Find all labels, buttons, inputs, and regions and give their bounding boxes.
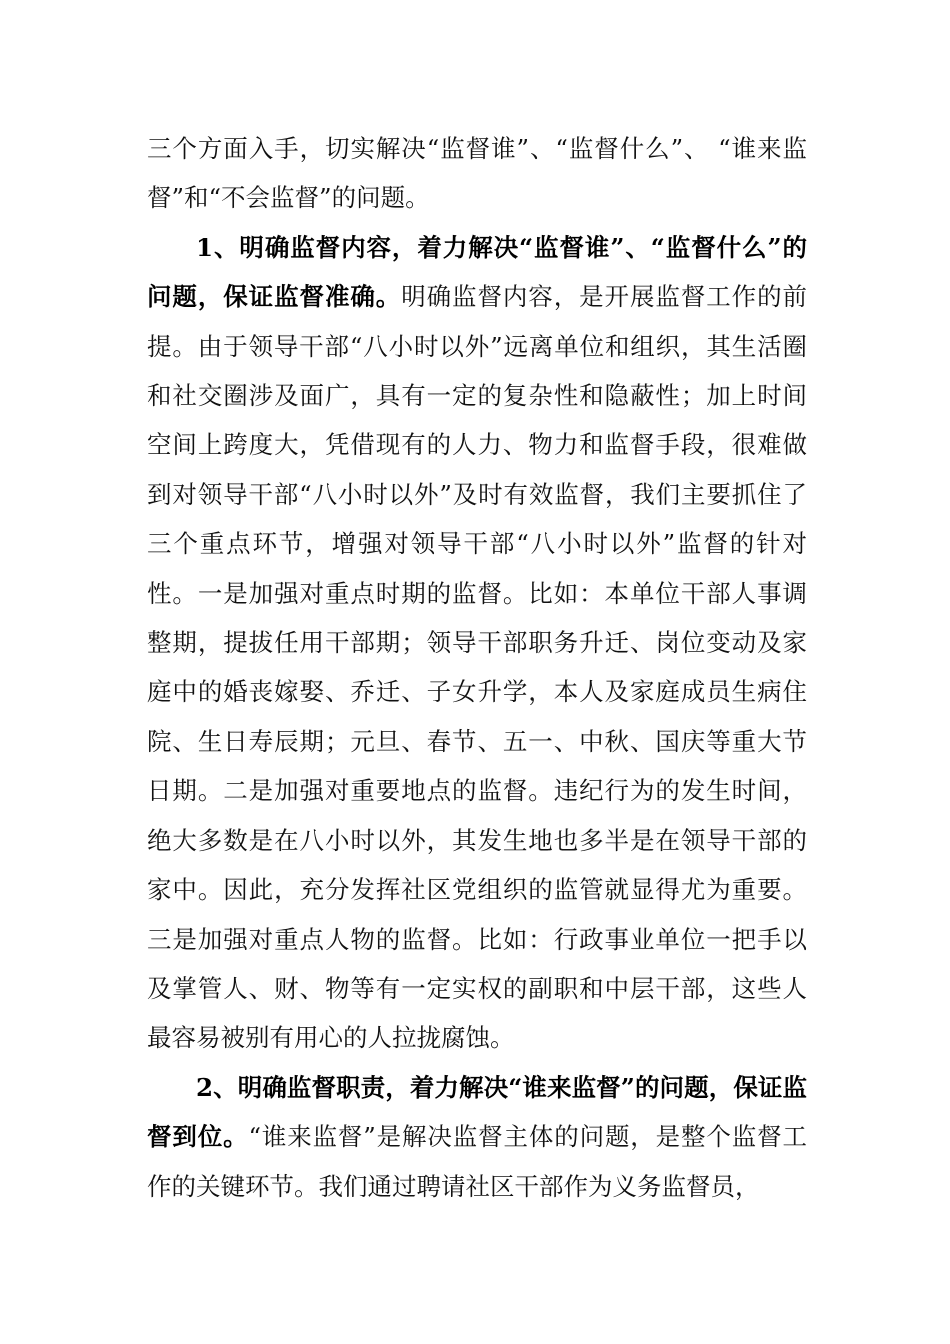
- paragraph-text: 三个方面入手，切实解决“监督谁”、“监督什么”、 “谁来监督”和“不会监督”的问题。: [147, 134, 807, 213]
- paragraph-section-2: [147, 1063, 807, 1211]
- section-2-heading: 2、明确监督职责，着力解决“谁来监督”的问题，保证监督到位。: [147, 1072, 807, 1152]
- paragraph-section-1: [147, 223, 807, 1063]
- paragraph-intro-continuation: [147, 124, 807, 223]
- section-1-text: 明确监督内容，是开展监督工作的前提。由于领导干部“八小时以外”远离单位和组织，其生活圈和社交圈涉及面广，具有一定的复杂性和隐蔽性；加上时间空间上跨度大，凭借现有的人力、物力和监督手段，很难做到对领导干部“八小时以外”及时有效监督，我们主要抓住了三个重点环节，增强对领导干部“八小时以外”监督的针对性。一是加强对重点时期的监督。比如：本单位干部人事调整期，提拔任用干部期；领导干部职务升迁、岗位变动及家庭中的婚丧嫁娶、乔迁、子女升学，本人及家庭成员生病住院、生日寿辰期；元旦、春节、五一、中秋、国庆等重大节日期。二是加强对重要地点的监督。违纪行为的发生时间，绝大多数是在八小时以外，其发生地也多半是在领导干部的家中。因此，充分发挥社区党组织的监管就显得尤为重要。三是加强对重点人物的监督。比如：行政事业单位一把手以及掌管人、财、物等有一定实权的副职和中层干部，这些人最容易被别有用心的人拉拢腐蚀。: [147, 282, 808, 1053]
- section-2-text: “谁来监督”是解决监督主体的问题，是整个监督工作的关键环节。我们通过聘请社区干部作为义务监督员，: [147, 1122, 807, 1201]
- document-body: [147, 124, 807, 1211]
- section-1-heading: 1、明确监督内容，着力解决“监督谁”、“监督什么”的问题，保证监督准确。: [147, 232, 807, 312]
